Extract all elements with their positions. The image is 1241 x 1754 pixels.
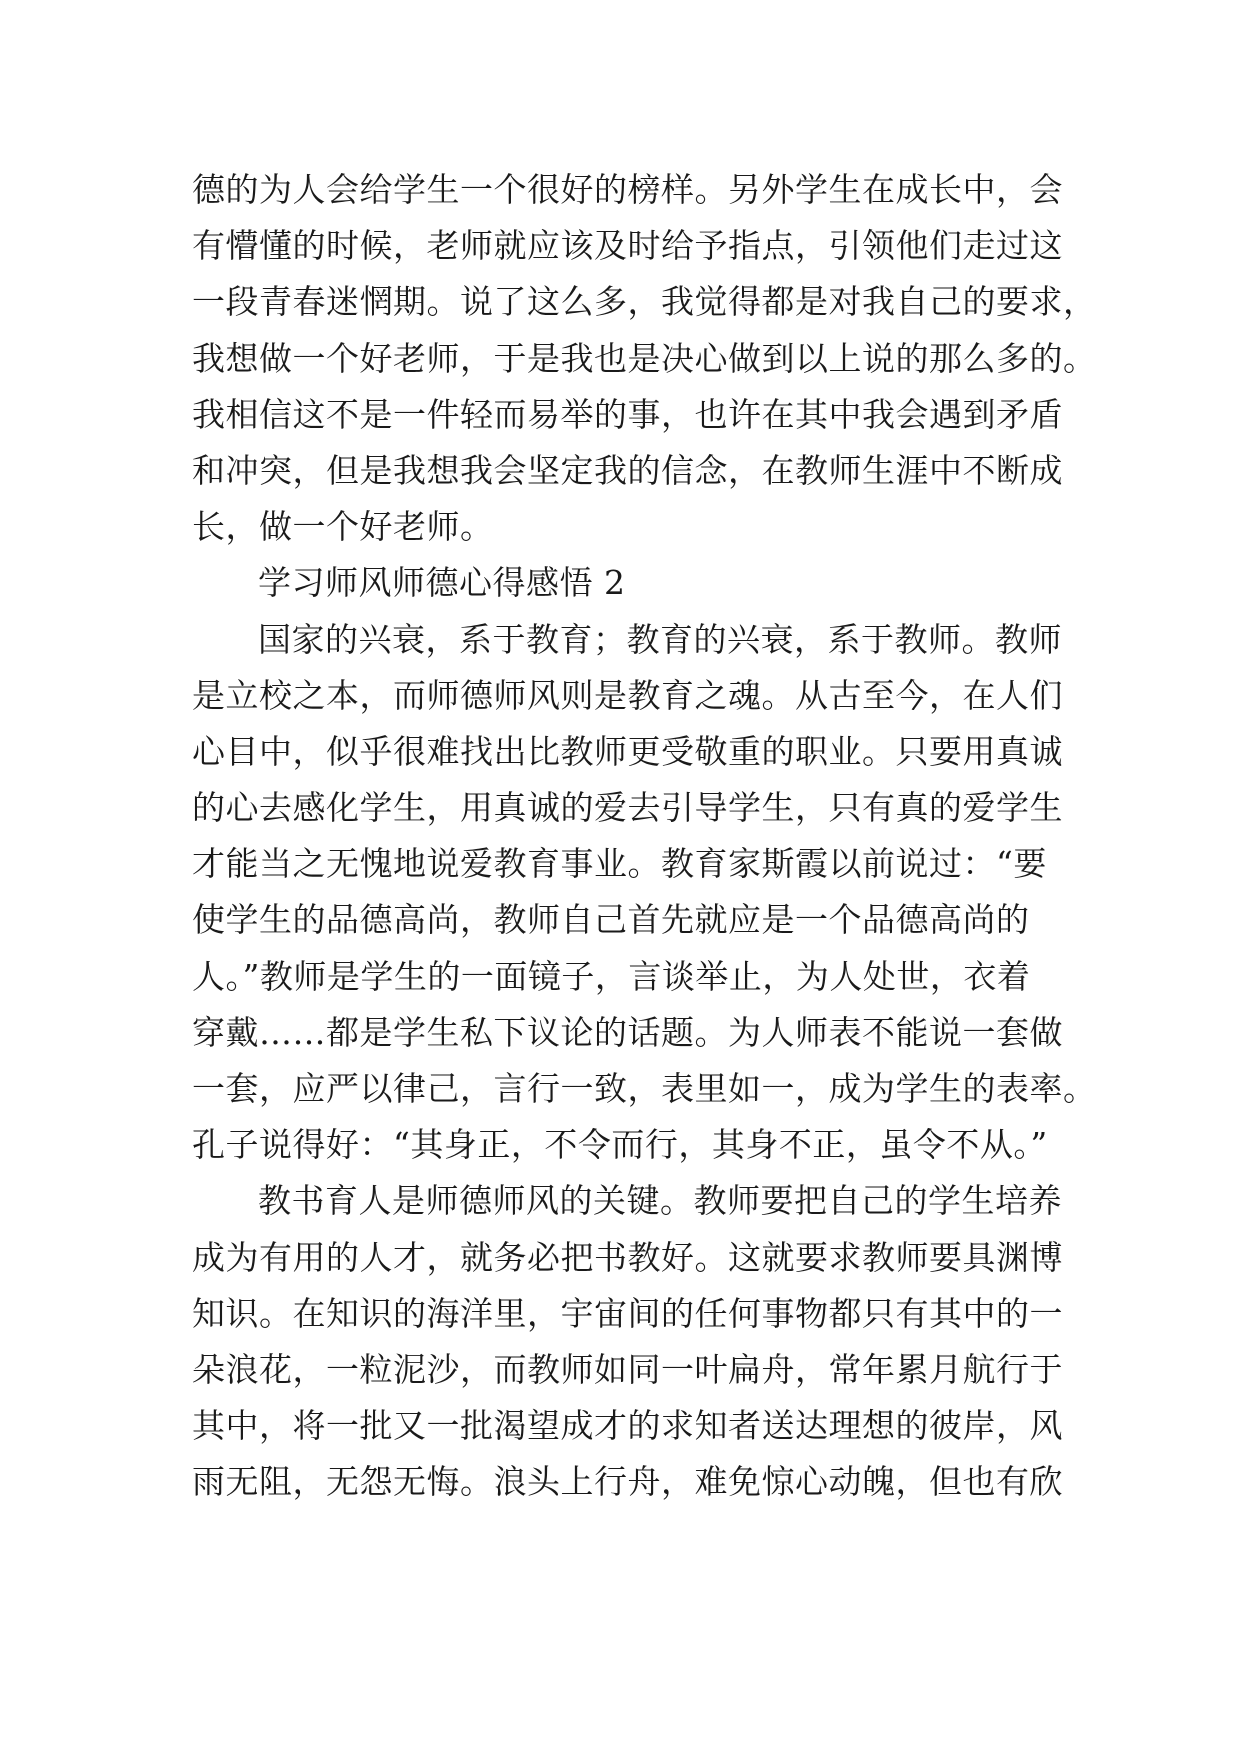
- text-line: 使学生的品德高尚，教师自己首先就应是一个品德高尚的: [192, 900, 1030, 940]
- text-line: 心目中，似乎很难找出比教师更受敬重的职业。只要用真诚: [192, 731, 1063, 771]
- text-line: 其中，将一批又一批渴望成才的求知者送达理想的彼岸，风: [192, 1406, 1063, 1446]
- text-line: 才能当之无愧地说爱教育事业。教育家斯霞以前说过：“要: [192, 844, 1047, 884]
- text-line: 成为有用的人才，就务必把书教好。这就要求教师要具渊博: [192, 1237, 1063, 1277]
- body-text: [192, 162, 1097, 1511]
- text-line: 是立校之本，而师德师风则是教育之魂。从古至今，在人们: [192, 675, 1063, 715]
- text-line: 德的为人会给学生一个很好的榜样。另外学生在成长中，会: [192, 170, 1063, 209]
- text-line: 一段青春迷惘期。说了这么多，我觉得都是对我自己的要求，: [192, 282, 1097, 322]
- section-heading: 学习师风师德心得感悟 2: [258, 563, 626, 603]
- text-line: 孔子说得好：“其身正，不令而行，其身不正，虽令不从。”: [192, 1125, 1048, 1165]
- text-line: 教书育人是师德师风的关键。教师要把自己的学生培养: [258, 1181, 1062, 1221]
- text-line: 我想做一个好老师，于是我也是决心做到以上说的那么多的。: [192, 338, 1097, 378]
- text-line: 朵浪花，一粒泥沙，而教师如同一叶扁舟，常年累月航行于: [192, 1349, 1063, 1389]
- text-line: 人。”教师是学生的一面镜子，言谈举止，为人处世，衣着: [192, 956, 1031, 996]
- text-line: 的心去感化学生，用真诚的爱去引导学生，只有真的爱学生: [192, 788, 1063, 828]
- text-line: 雨无阻，无怨无悔。浪头上行舟，难免惊心动魄，但也有欣: [192, 1462, 1063, 1502]
- text-line: 一套，应严以律己，言行一致，表里如一，成为学生的表率。: [192, 1069, 1097, 1108]
- text-line: 国家的兴衰，系于教育；教育的兴衰，系于教师。教师: [258, 619, 1062, 659]
- text-line: 穿戴……都是学生私下议论的话题。为人师表不能说一套做: [192, 1012, 1063, 1052]
- text-line: 我相信这不是一件轻而易举的事，也许在其中我会遇到矛盾: [192, 394, 1063, 434]
- text-line: 长，做一个好老师。: [192, 507, 494, 547]
- text-line: 知识。在知识的海洋里，宇宙间的任何事物都只有其中的一: [192, 1293, 1063, 1333]
- text-line: 有懵懂的时候，老师就应该及时给予指点，引领他们走过这: [192, 226, 1063, 266]
- text-line: 和冲突，但是我想我会坚定我的信念，在教师生涯中不断成: [192, 450, 1063, 490]
